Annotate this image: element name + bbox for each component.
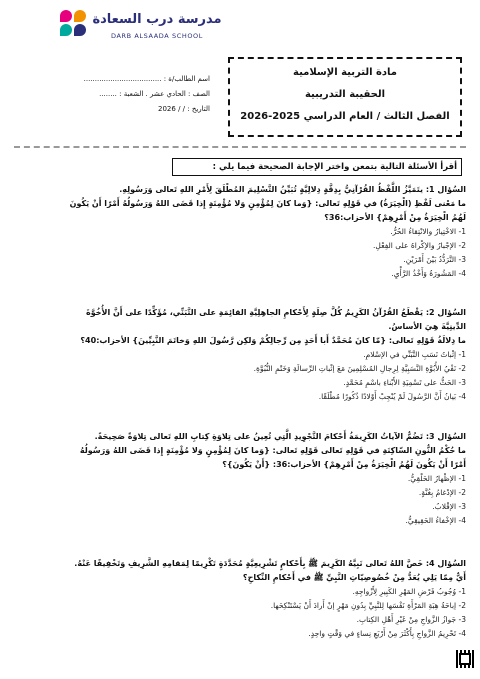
qr-code-icon bbox=[456, 650, 474, 668]
school-logo bbox=[60, 6, 228, 46]
answer-option[interactable]: 3- الإقْلابُ. bbox=[432, 502, 466, 511]
question-stem: ما مَعْنى لَفْظِ (الْخِيَرَةُ) في قَوْلِهِ تَعالى: {وَما كانَ لِمُؤْمِنٍ وَلا مُؤْمِنَةٍ إِذا قَضَى اللهُ وَرَسُولُهُ أَمْرًا أَنْ يَكُونَ bbox=[69, 199, 466, 208]
school-name-en: DARB ALSAADA SCHOOL bbox=[111, 32, 203, 40]
answer-option[interactable]: 4- بَيانُ أَنَّ الرَّسُولَ لَمْ يُنْجِبْ أَوْلادًا ذُكُورًا مُطْلَقًا. bbox=[318, 392, 466, 401]
subject-title: مادة التربية الإسلامية bbox=[293, 67, 397, 78]
answer-option[interactable]: 4- الإخْفاءُ الحَقِيقِيُّ. bbox=[405, 516, 466, 525]
question-stem: أَمْرًا أَنْ يَكُونَ لَهُمُ الْخِيَرَةُ مِنْ أَمْرِهِمْ} الأحزاب:36: {أَنْ يَكُونَ}؟ bbox=[222, 460, 466, 469]
answer-option[interactable]: 3- الحَثُّ على تَسْمِيَةِ الأَبْناءِ باسْمِ مُحَمَّدٍ. bbox=[343, 378, 466, 387]
grade-field: الصف : الحادي عشر . الشعبة : ........ bbox=[99, 90, 210, 98]
answer-option[interactable]: 1- الإظْهارُ الحَلْقِيُّ. bbox=[407, 474, 466, 483]
term-title: الفصل الثالث / العام الدراسي 2025-2026 bbox=[240, 111, 450, 122]
question-4 bbox=[16, 557, 466, 641]
instruction-box: أقرأ الأسئلة التالية بتمعن واختر الإجابة الصحيحة فيما يلي : bbox=[172, 158, 462, 176]
question-stem: ما دِلالَةُ قَوْلِهِ تَعالى: {مّا كانَ مُحَمَّدٌ أَبا أَحَدٍ مِن رِّجالِكُمْ وَلكِن رَّسُولَ اللهِ وَخاتَمَ النَّبِيِّينَ} الأحزاب:40؟ bbox=[80, 336, 466, 345]
question-stem: لَهُمُ الْخِيَرَةُ مِنْ أَمْرِهِمْ} الأحزاب:36؟ bbox=[324, 213, 466, 222]
student-name-field: اسم الطالب/ة : ................................... bbox=[83, 75, 210, 83]
question-stem: ما حُكْمُ النُّونِ السّاكِنَةِ في قَوْلِهِ تَعالى قَوْلِهِ تَعالى: {وَما كانَ لِمُؤْمِنٍ وَلا مُؤْمِنَةٍ إِذا قَضَى اللهُ وَرَسُولُهُ bbox=[79, 446, 466, 455]
answer-option[interactable]: 1- إثْباتُ نَسَبِ التَّبَنِّي في الإسْلامِ. bbox=[363, 350, 466, 359]
answer-option[interactable]: 2- نَفْيُ الأُبُوَّةِ النَّسَبِيَّةِ لِرِجالِ المُسْلِمِينَ مَعَ إثْباتِ الرِّسالَةِ وَخَتْمِ النُّبُوَّةِ. bbox=[253, 364, 466, 373]
subject-box bbox=[228, 57, 462, 137]
question-2 bbox=[16, 306, 466, 404]
answer-option[interactable]: 2- إباحَةُ هِبَةِ المَرْأَةِ نَفْسَها لِلنَّبِيِّ بِدُونِ مَهْرٍ إنْ أَرادَ أَنْ يَسْتَنْكِحَها. bbox=[270, 601, 466, 610]
package-title: الحقيبة التدريبية bbox=[304, 89, 386, 100]
school-name-ar: مدرسة درب السعادة bbox=[92, 12, 222, 27]
answer-option[interactable]: 2- الإدْغامُ بِغُنَّةٍ. bbox=[418, 488, 466, 497]
section-divider bbox=[14, 146, 466, 148]
question-stem: السُؤال 1: يتَمَيَّزُ اللَّفْظُ القُرْآنِيُّ بِدِقَّةٍ دِلالِيَّةٍ تُبَيِّنُ التَّسْلِيمَ المُطْلَقَ لِأَمْرِ اللهِ تَعالى وَرَسُولِهِ. bbox=[119, 185, 466, 194]
question-stem: الدِّينِيَّةَ هِيَ الأساسُ. bbox=[388, 322, 466, 331]
answer-option[interactable]: 2- الإجْبارُ والإكْراهُ على الفِعْلِ. bbox=[373, 241, 466, 250]
question-stem: السُؤال 4: خَصَّ اللهُ تَعالى نَبِيَّهُ الكَرِيمَ ﷺ بِأَحْكامٍ تَشْرِيعِيَّةٍ مُحَدَّدَةٍ تَكْرِيمًا لِمَقامِهِ الشَّرِيفِ وَتَخْفِيفًا عَنْهُ. bbox=[74, 559, 466, 568]
answer-option[interactable]: 3- التَّرَدُّدُ بَيْنَ أَمْرَيْنِ. bbox=[403, 255, 466, 264]
date-field: التاريخ : / / 2026 bbox=[158, 105, 210, 113]
question-stem: السُؤال 3: تَضُمُّ الآياتُ الكَرِيمَةُ أَحْكامَ التَّجْوِيدِ الَّتِي تُعِينُ على تِلاوَةِ كِتابِ اللهِ تَعالى تِلاوَةً صَحِيحَةً. bbox=[94, 432, 466, 441]
question-stem: السُؤال 2: يَقْطَعُ القُرْآنُ الكَرِيمُ كُلَّ صِلَةٍ لِأَحْكامِ الجاهِلِيَّةِ القائِمَةِ على التَّبَنِّي، مُؤَكِّدًا على أَنَّ الأُخُوَّةَ bbox=[85, 308, 466, 317]
answer-option[interactable]: 3- جَوازُ الزَّواجِ مِنْ غَيْرِ أَهْلِ الكِتابِ. bbox=[356, 615, 466, 624]
question-1 bbox=[16, 183, 466, 281]
answer-option[interactable]: 4- تَحْرِيمُ الزَّواجِ بِأَكْثَرَ مِنْ أَرْبَعِ نِساءٍ في وَقْتٍ واحِدٍ. bbox=[308, 629, 466, 638]
student-info bbox=[10, 72, 210, 117]
answer-option[interactable]: 1- الاخْتِيارُ والانْتِقاءُ الحُرُّ. bbox=[390, 227, 466, 236]
answer-option[interactable]: 1- وُجُوبُ فَرْضِ المَهْرِ الكَبِيرِ لِأَزْواجِهِ. bbox=[352, 587, 466, 596]
logo-mark-icon bbox=[60, 10, 88, 38]
question-stem: أَيٌّ مِمّا يَلِي يُعَدُّ مِنْ خُصُوصِيّاتِ النَّبِيِّ ﷺ في أَحْكامِ النِّكاحِ؟ bbox=[242, 573, 466, 582]
question-3 bbox=[16, 430, 466, 528]
answer-option[interactable]: 4- المَشُورَةُ وَأَخْذُ الرَّأْيِ. bbox=[391, 269, 466, 278]
